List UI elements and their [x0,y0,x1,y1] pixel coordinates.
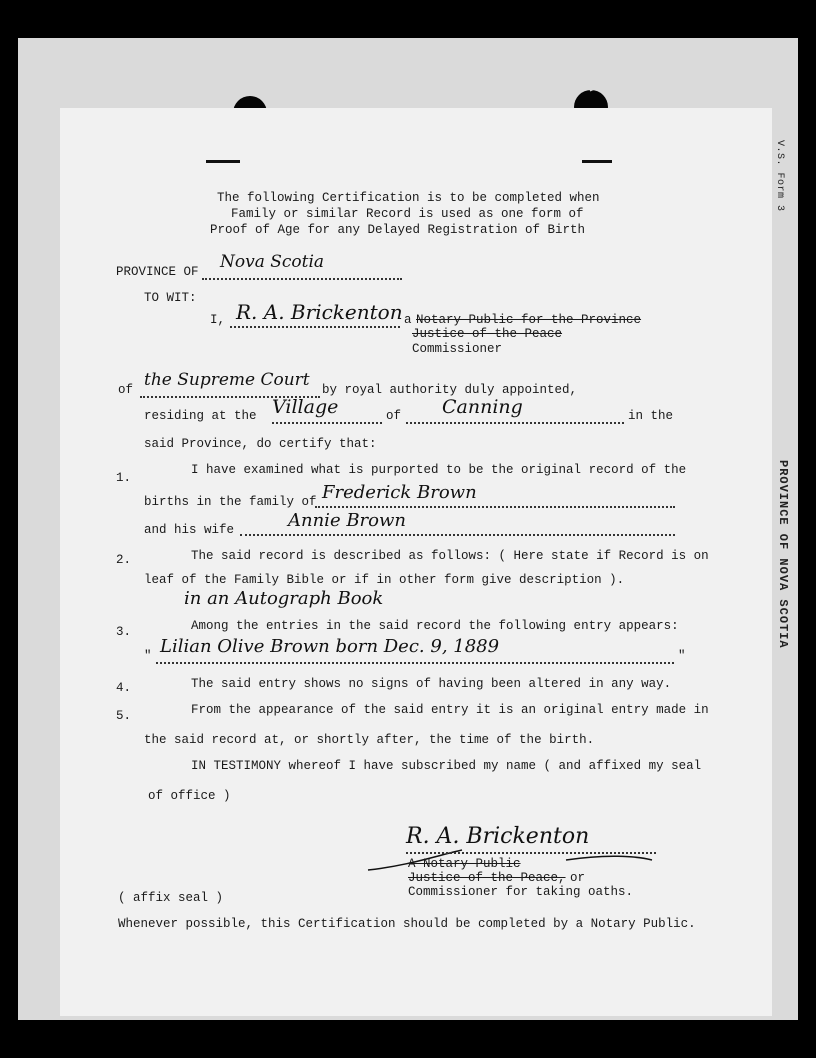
margin-mark [582,160,612,163]
place-value: Canning [442,396,523,418]
wife-name: Annie Brown [288,510,406,531]
family-blank [315,506,675,508]
testimony-line-1: IN TESTIMONY whereof I have subscribed my name ( and affixed my seal [191,759,702,773]
to-wit-label: TO WIT: [144,291,197,305]
sig-title-or: or [570,871,586,885]
sig-title-justice-struck: Justice of the Peace, [408,871,566,885]
entry-blank [156,662,674,664]
place-type-value: Village [272,396,339,418]
province-blank [202,278,402,280]
place-type-blank [272,422,382,424]
item-1-number: 1. [116,471,132,485]
signature-blank [406,852,656,854]
sig-title-notary-struck: A Notary Public [408,857,521,871]
entry-open-quote: " [144,649,152,663]
margin-mark [206,160,240,163]
residing-suffix: in the [628,409,674,423]
certification-form [60,108,772,1016]
item-1-line-2: births in the family of [144,495,317,509]
province-value: Nova Scotia [220,252,325,272]
item-1-line-3: and his wife [144,523,235,537]
header-line-3: Proof of Age for any Delayed Registration of Birth [210,223,586,237]
affix-seal: ( affix seal ) [118,891,224,905]
entry-text: Lilian Olive Brown born Dec. 9, 1889 [160,636,500,657]
family-name: Frederick Brown [322,482,477,503]
item-5-number: 5. [116,709,132,723]
wife-blank [240,534,675,536]
item-2-number: 2. [116,553,132,567]
place-blank [406,422,624,424]
of-prefix: of [118,383,134,397]
of-suffix: by royal authority duly appointed, [322,383,578,397]
entry-close-quote: " [678,649,686,663]
residing-prefix: residing at the [144,409,257,423]
residing-of: of [386,409,402,423]
declarant-blank [230,326,400,328]
item-5-line-1: From the appearance of the said entry it is an original entry made in [191,703,709,717]
item-3-line-1: Among the entries in the said record the following entry appears: [191,619,679,633]
item-4-number: 4. [116,681,132,695]
sig-title-commissioner: Commissioner for taking oaths. [408,885,634,899]
header-line-2: Family or similar Record is used as one form of [231,207,584,221]
signature: R. A. Brickenton [406,824,590,849]
item-2-line-1: The said record is described as follows: ( Here state if Record is on [191,549,709,563]
item-3-number: 3. [116,625,132,639]
certify-line: said Province, do certify that: [144,437,377,451]
of-value: the Supreme Court [144,370,310,390]
declarant-name: R. A. Brickenton [236,300,403,324]
item-1-line-1: I have examined what is purported to be the original record of the [191,463,687,477]
title-commissioner: Commissioner [412,342,503,356]
form-number-label: V.S. Form 3 [774,140,785,212]
declarant-article: a [404,313,412,327]
item-4-line-1: The said entry shows no signs of having been altered in any way. [191,677,672,691]
declarant-prefix: I, [210,313,226,327]
province-label: PROVINCE OF [116,265,199,279]
side-province-label: PROVINCE OF NOVA SCOTIA [776,460,790,649]
record-description: in an Autograph Book [184,588,384,609]
testimony-line-2: of office ) [148,789,231,803]
item-2-line-2: leaf of the Family Bible or if in other form give description ). [144,573,625,587]
torn-corner [584,69,609,92]
title-justice-struck: Justice of the Peace [412,327,563,341]
title-notary-struck: Notary Public for the Province [416,313,642,327]
header-line-1: The following Certification is to be completed when [217,191,600,205]
item-5-line-2: the said record at, or shortly after, the time of the birth. [144,733,595,747]
footer-note: Whenever possible, this Certification should be completed by a Notary Public. [118,917,696,931]
